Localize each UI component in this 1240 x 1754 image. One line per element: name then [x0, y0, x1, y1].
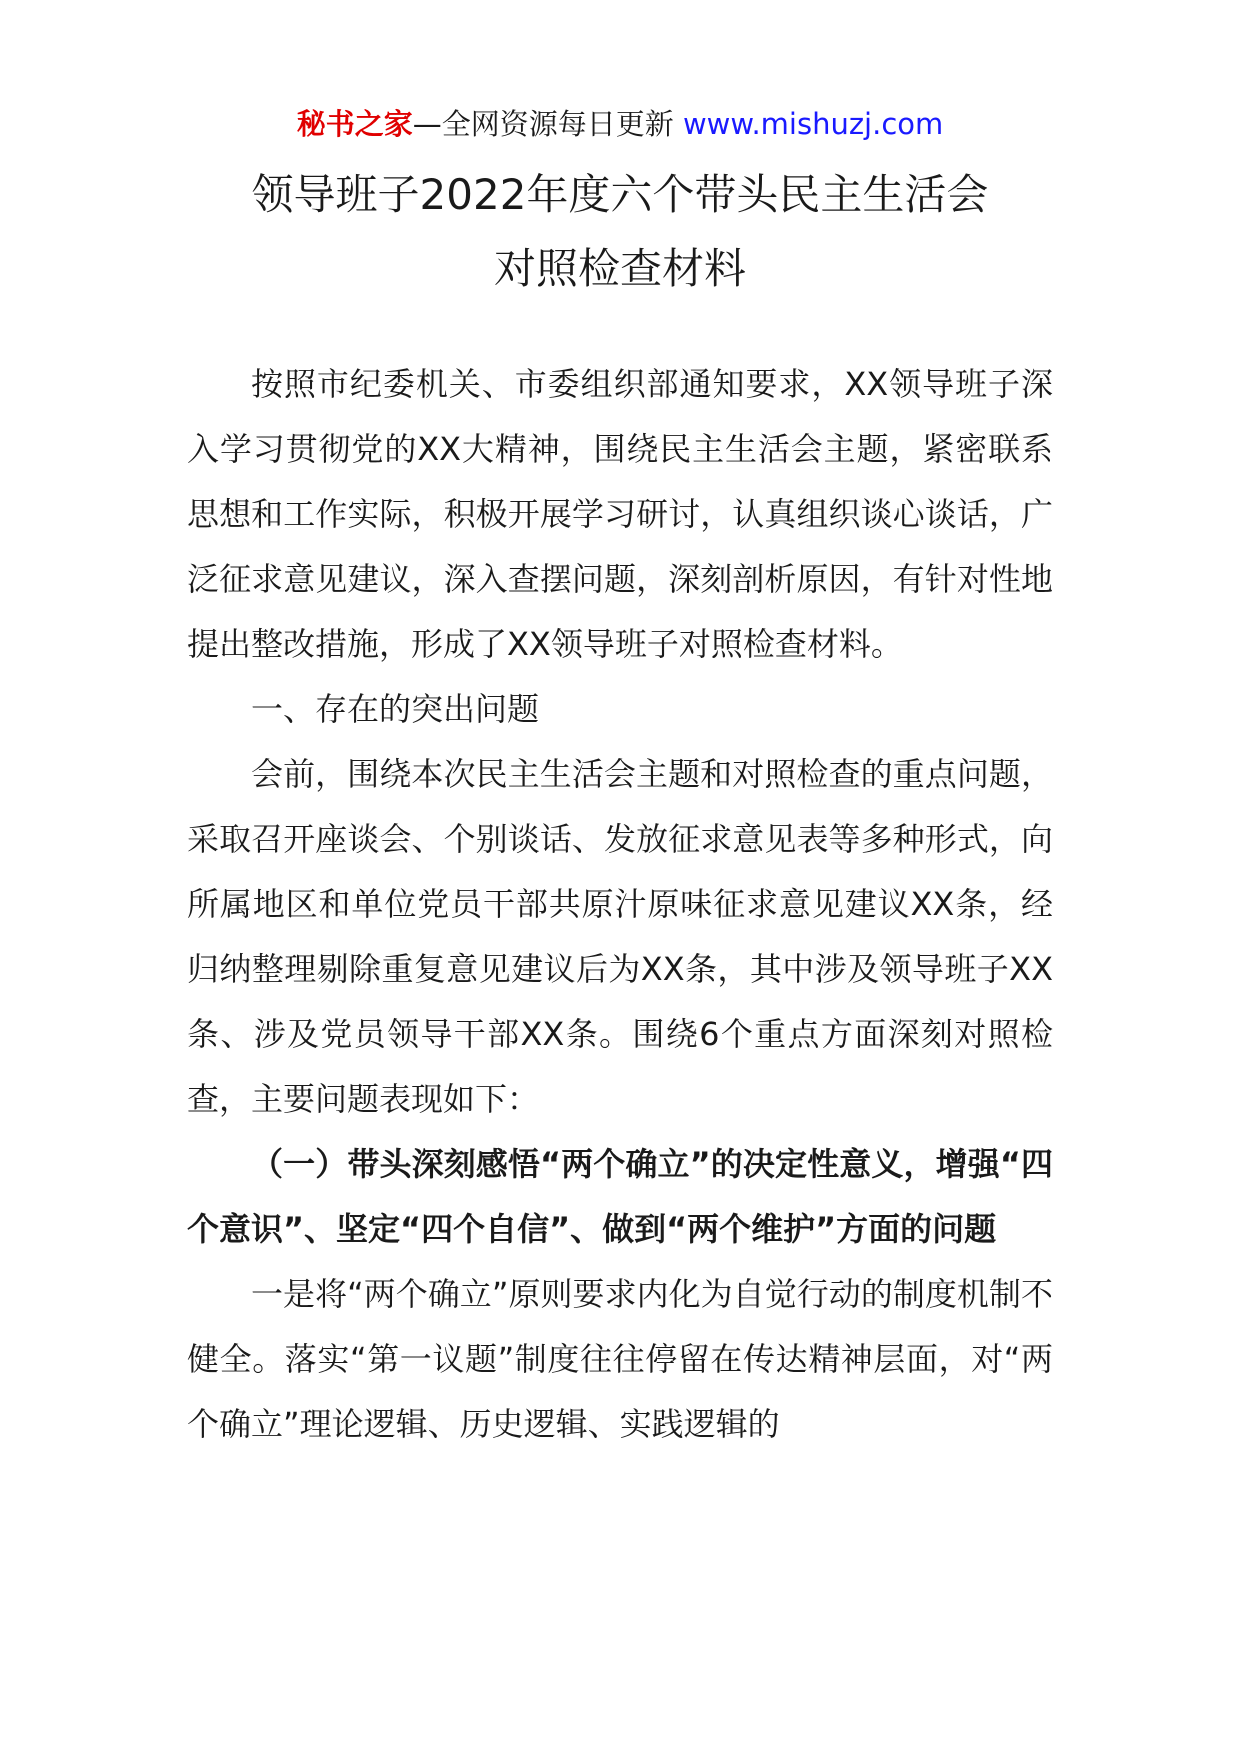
brand-name: 秘书之家: [296, 107, 413, 141]
header-tagline: —全网资源每日更新: [412, 107, 683, 141]
site-header: [0, 104, 1240, 144]
section-heading: 一、存在的突出问题: [251, 690, 540, 728]
intro-paragraph: 按照市纪委机关、市委组织部通知要求，XX领导班子深入学习贯彻党的XX大精神，围绕民主生活会主题，紧密联系思想和工作实际，积极开展学习研讨，认真组织谈心谈话，广泛征求意见建议，深入查摆问题，深刻剖析原因，有针对性地提出整改措施，形成了XX领导班子对照检查材料。: [187, 365, 1053, 663]
subsection-heading: （一）带头深刻感悟“两个确立”的决定性意义，增强“四个意识”、坚定“四个自信”、做到“两个维护”方面的问题: [187, 1145, 1053, 1248]
section-paragraph: 会前，围绕本次民主生活会主题和对照检查的重点问题，采取召开座谈会、个别谈话、发放征求意见表等多种形式，向所属地区和单位党员干部共原汁原味征求意见建议XX条，经归纳整理剔除重复意见建议后为XX条，其中涉及领导班子XX条、涉及党员领导干部XX条。围绕6个重点方面深刻对照检查，主要问题表现如下：: [187, 755, 1053, 1118]
site-url-link[interactable]: www.mishuzj.com: [682, 107, 944, 141]
document-body: [187, 352, 1053, 1457]
subsection-paragraph: 一是将“两个确立”原则要求内化为自觉行动的制度机制不健全。落实“第一议题”制度往往停留在传达精神层面，对“两个确立”理论逻辑、历史逻辑、实践逻辑的: [187, 1275, 1053, 1443]
document-title: [0, 158, 1240, 306]
title-line-1: 领导班子2022年度六个带头民主生活会: [251, 170, 989, 219]
title-line-2: 对照检查材料: [493, 244, 746, 293]
